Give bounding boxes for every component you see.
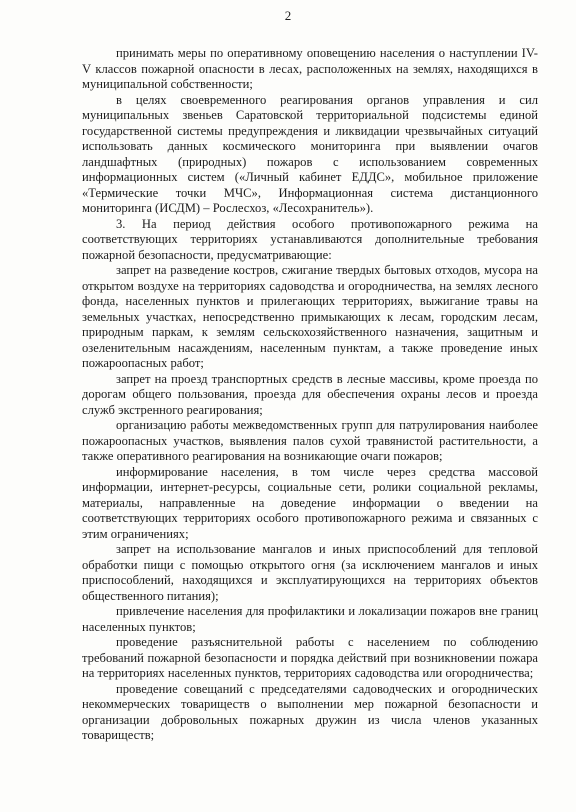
document-body bbox=[82, 46, 538, 744]
paragraph-alert-population: принимать меры по оперативному оповещению населения о наступлении IV-V классов пожарной опасности в лесах, расположенных на землях, находящихся в муниципальной собственности; bbox=[82, 46, 538, 91]
page-number: 2 bbox=[284, 8, 292, 23]
paragraph-inform-population: информирование населения, в том числе через средства массовой информации, интернет-ресурсы, социальные сети, ролики социальной рекламы, материалы, направленные на доведение информации о введении на соответствующих территориях особого противопожарного режима и связанных с этим ограничениях; bbox=[82, 464, 538, 541]
paragraph-special-fire-regime: 3. На период действия особого противопожарного режима на соответствующих территориях устанавливаются дополнительные требования пожарной безопасности, предусматривающие: bbox=[82, 216, 538, 262]
paragraph-involve-population: привлечение населения для профилактики и локализации пожаров вне границ населенных пунктов; bbox=[82, 604, 538, 634]
paragraph-explanatory-work: проведение разъяснительной работы с населением по соблюдению требований пожарной безопасности и порядка действий при возникновении пожара на территориях населенных пунктов, территориях садоводства или огородничества; bbox=[82, 635, 538, 680]
paragraph-space-monitoring: в целях своевременного реагирования органов управления и сил муниципальных звеньев Саратовской территориальной подсистемы единой государственной системы предупреждения и ликвидации чрезвычайных ситуаций использовать данных космического мониторинга при выявлении очагов ландшафтных (природных) пожаров с использованием современных информационных систем («Личный кабинет ЕДДС», мобильное приложение «Термические точки МЧС», Информационная система дистанционного мониторинга (ИСДМ) – Рослесхоз, «Лесохранитель»). bbox=[82, 92, 538, 215]
paragraph-patrol-groups: организацию работы межведомственных групп для патрулирования наиболее пожароопасных участков, выявления палов сухой травянистой растительности, а также оперативного реагирования на возникающие очаги пожаров; bbox=[82, 418, 538, 463]
paragraph-ban-vehicles-forest: запрет на проезд транспортных средств в лесные массивы, кроме проезда по дорогам общего пользования, проезда для обеспечения охраны лесов и проезда служб экстренного реагирования; bbox=[82, 371, 538, 417]
paragraph-ban-bonfires: запрет на разведение костров, сжигание твердых бытовых отходов, мусора на открытом воздухе на территориях садоводства и огородничества, на землях лесного фонда, населенных пунктов и прилегающих территориях, выжигание травы на земельных участках, непосредственно примыкающих к лесам, городским лесам, природным паркам, к землям сельскохозяйственного назначения, защитным и озеленительным насаждениям, населенным пунктам, а также проведение иных пожароопасных работ; bbox=[82, 263, 538, 370]
paragraph-ban-grills: запрет на использование мангалов и иных приспособлений для тепловой обработки пищи с помощью открытого огня (за исключением мангалов и иных приспособлений, находящихся и эксплуатирующихся на территориях объектов общественного питания); bbox=[82, 542, 538, 603]
paragraph-meetings-chairmen: проведение совещаний с председателями садоводческих и огороднических некоммерческих товариществ о выполнении мер пожарной безопасности и организации добровольных пожарных дружин из числа членов указанных товариществ; bbox=[82, 681, 538, 742]
